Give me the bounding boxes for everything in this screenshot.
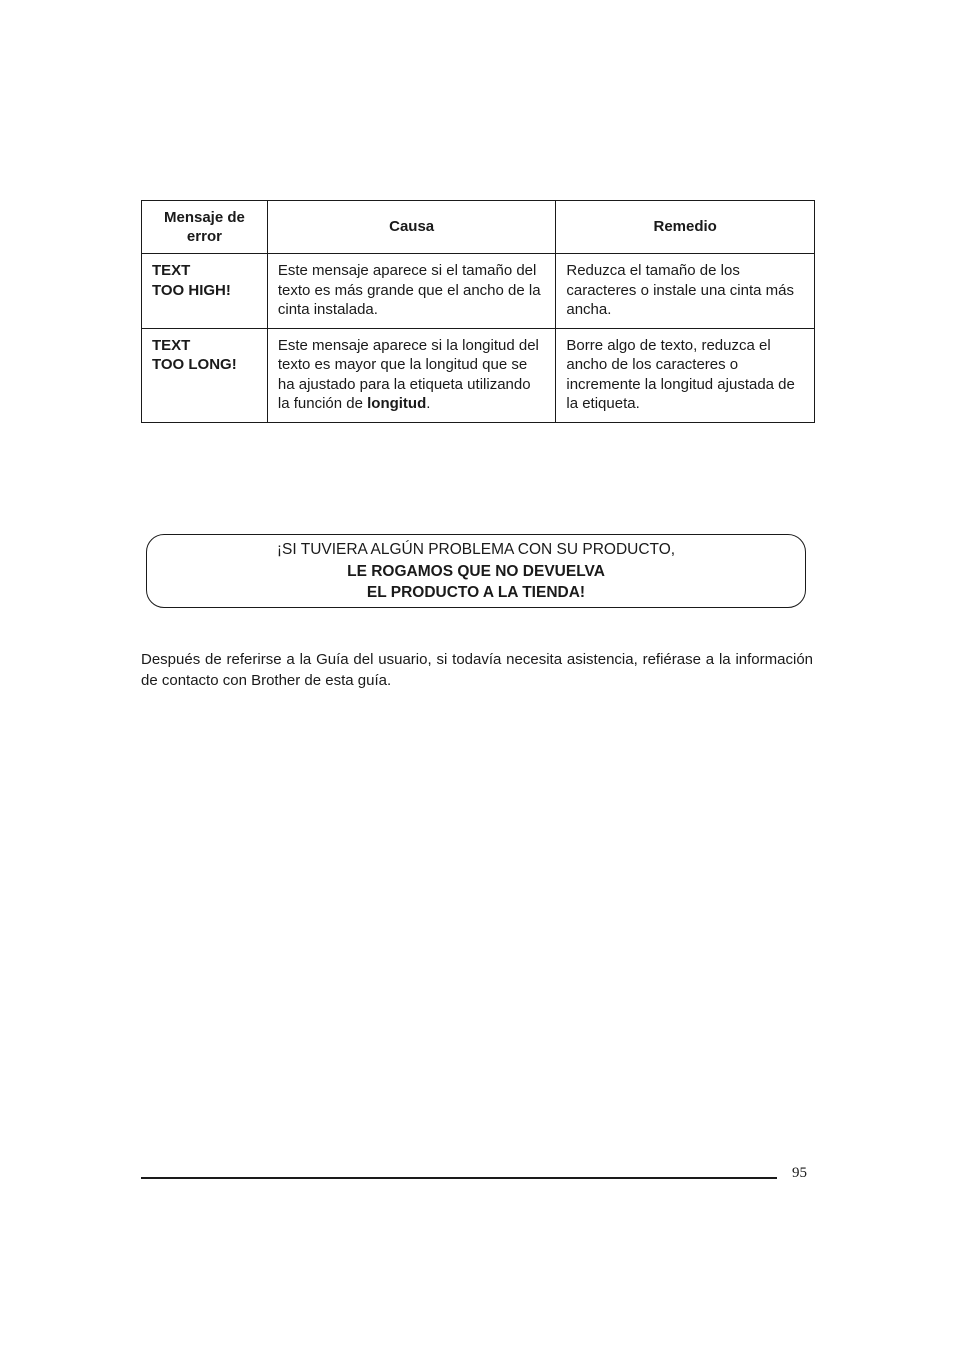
remedy-cell: Borre algo de texto, reduzca el ancho de los caracteres o incremente la longitud ajustada de la etiqueta.: [556, 328, 815, 422]
error-message-cell: [142, 254, 268, 329]
cause-text: Este mensaje aparece si la longitud del texto es mayor que la longitud que se ha ajustado para la etiqueta utilizando la función de: [277, 336, 539, 412]
cause-text-end: .: [426, 395, 431, 412]
cause-cell: [267, 328, 556, 422]
support-paragraph: Después de referirse a la Guía del usuario, si todavía necesita asistencia, refiérase a la información de contacto con Brother de esta guía.: [141, 651, 813, 689]
table-row: [142, 254, 815, 329]
remedy-cell: Reduzca el tamaño de los caracteres o instale una cinta más ancha.: [556, 254, 815, 329]
table-header-row: [142, 201, 815, 254]
cause-keyword: longitud: [367, 395, 427, 412]
error-message-line: TEXT: [152, 336, 191, 354]
notice-line-1: ¡SI TUVIERA ALGÚN PROBLEMA CON SU PRODUCTO,: [276, 541, 676, 558]
page-number: 95: [792, 1165, 807, 1181]
error-messages-table: [141, 200, 815, 423]
cause-cell: Este mensaje aparece si el tamaño del texto es más grande que el ancho de la cinta instalada.: [267, 254, 556, 329]
table-row: [142, 328, 815, 422]
error-message-line: TEXT: [152, 262, 191, 279]
error-message-line: TOO HIGH!: [152, 281, 231, 299]
error-message-cell: [142, 328, 268, 422]
header-cause: Causa: [267, 201, 556, 254]
header-error-message: Mensaje de error: [142, 201, 268, 254]
error-message-line: TOO LONG!: [152, 356, 237, 373]
footer-rule: [141, 1177, 777, 1179]
return-notice-box: [146, 534, 806, 608]
header-remedy: Remedio: [556, 201, 815, 254]
notice-line-2: LE ROGAMOS QUE NO DEVUELVA: [347, 562, 605, 580]
notice-line-3: EL PRODUCTO A LA TIENDA!: [366, 584, 586, 601]
